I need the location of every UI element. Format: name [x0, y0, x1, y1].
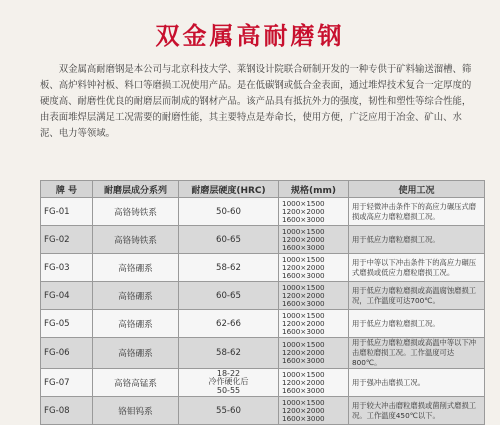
- size-line: 1200×2000: [282, 348, 325, 357]
- condition-cell: 用于强冲击磨损工况。: [349, 369, 485, 397]
- size-cell: [279, 282, 349, 310]
- header-size: 规格(mm): [279, 181, 349, 198]
- series-cell: 高铬铸铁系: [93, 198, 179, 226]
- size-cell: [279, 338, 349, 369]
- series-cell: 高铬硼系: [93, 254, 179, 282]
- header-grade: 牌 号: [41, 181, 93, 198]
- hardness-cell: 55-60: [179, 397, 279, 425]
- table-row: [41, 310, 485, 338]
- grade-cell: FG-06: [41, 338, 93, 369]
- size-line: 1200×2000: [282, 290, 325, 300]
- hardness-line: 冷作硬化后: [208, 377, 249, 387]
- size-line: 1000×1500: [282, 397, 325, 407]
- size-cell: [279, 226, 349, 254]
- size-line: 1200×2000: [282, 377, 325, 387]
- grade-cell: FG-02: [41, 226, 93, 254]
- series-cell: 高铬硼系: [93, 282, 179, 310]
- size-line: 1000×1500: [282, 254, 325, 264]
- size-line: 1200×2000: [282, 405, 325, 415]
- condition-cell: 用于中等以下冲击条件下的高应力碾压式磨损或低应力磨粒磨损工况。: [349, 254, 485, 282]
- size-line: 1200×2000: [282, 206, 325, 216]
- grade-cell: FG-03: [41, 254, 93, 282]
- table-row: [41, 254, 485, 282]
- hardness-cell: 50-60: [179, 198, 279, 226]
- size-cell: [279, 369, 349, 397]
- page-title: 双金属高耐磨钢: [155, 21, 345, 50]
- size-line: 1000×1500: [282, 226, 325, 236]
- hardness-cell: 60-65: [179, 282, 279, 310]
- size-line: 1600×3000: [282, 270, 325, 280]
- hardness-cell: 62-66: [179, 310, 279, 338]
- table-row: [41, 369, 485, 397]
- size-line: 1200×2000: [282, 234, 325, 244]
- grade-cell: FG-07: [41, 369, 93, 397]
- size-line: 1200×2000: [282, 262, 325, 272]
- hardness-line: 50-55: [216, 385, 241, 395]
- size-line: 1000×1500: [282, 282, 325, 292]
- size-line: 1000×1500: [282, 310, 325, 320]
- size-line: 1600×3000: [282, 356, 325, 365]
- hardness-line: 18-22: [216, 368, 241, 378]
- grade-cell: FG-04: [41, 282, 93, 310]
- table-row: [41, 397, 485, 425]
- condition-cell: 用于低应力磨粒磨损工况。: [349, 226, 485, 254]
- header-condition: 使用工况: [349, 181, 485, 198]
- intro-paragraph: 双金属高耐磨钢是本公司与北京科技大学、莱钢设计院联合研制开发的一种专供于矿料输送溜槽、筛板、高炉料钟衬板、料口等磨损工况使用产品。是在低碳钢或低合金表面，通过堆焊技术复合一定厚度的硬度高、耐磨性优良的耐磨层而制成的钢材产品。该产品具有抵抗外力的强度，韧性和塑性等综合性能，由表面堆焊层满足工况需要的耐磨性能，其主要特点是寿命长，使用方便，广泛应用于冶金、矿山、水泥、电力等领域。: [40, 64, 472, 139]
- grade-cell: FG-05: [41, 310, 93, 338]
- size-line: 1600×3000: [282, 385, 325, 395]
- grade-cell: FG-01: [41, 198, 93, 226]
- size-line: 1000×1500: [282, 340, 325, 349]
- series-cell: 铬钼钨系: [93, 397, 179, 425]
- condition-cell: 用于低应力磨粒磨损工况。: [349, 310, 485, 338]
- series-cell: 高铬高锰系: [93, 369, 179, 397]
- hardness-cell: [179, 369, 279, 397]
- size-cell: [279, 254, 349, 282]
- size-cell: [279, 397, 349, 425]
- table-row: [41, 226, 485, 254]
- size-cell: [279, 198, 349, 226]
- condition-cell: 用于轻微冲击条件下的高应力碾压式磨损或高应力磨粒磨损工况。: [349, 198, 485, 226]
- size-line: 1200×2000: [282, 318, 325, 328]
- table-row: [41, 282, 485, 310]
- series-cell: 高铬硼系: [93, 338, 179, 369]
- series-cell: 高铬硼系: [93, 310, 179, 338]
- grade-cell: FG-08: [41, 397, 93, 425]
- condition-cell: 用于低应力磨粒磨损或高温腐蚀磨损工况，工作温度可达700℃。: [349, 282, 485, 310]
- size-line: 1600×3000: [282, 413, 325, 423]
- header-hardness: 耐磨层硬度(HRC): [179, 181, 279, 198]
- table-row: [41, 338, 485, 369]
- hardness-cell: 60-65: [179, 226, 279, 254]
- header-series: 耐磨层成分系列: [93, 181, 179, 198]
- condition-cell: 用于较大冲击磨粒磨损或菌削式磨损工况。工作温度450℃以下。: [349, 397, 485, 425]
- size-line: 1000×1500: [282, 369, 325, 379]
- size-cell: [279, 310, 349, 338]
- size-line: 1600×3000: [282, 326, 325, 336]
- size-line: 1600×3000: [282, 242, 325, 252]
- size-line: 1600×3000: [282, 298, 325, 308]
- size-line: 1000×1500: [282, 198, 325, 208]
- condition-cell: 用于低应力磨粒磨损或高温中等以下冲击磨粒磨损工况。工作温度可达800℃。: [349, 338, 485, 369]
- table-row: [41, 198, 485, 226]
- hardness-cell: 58-62: [179, 254, 279, 282]
- series-cell: 高铬铸铁系: [93, 226, 179, 254]
- size-line: 1600×3000: [282, 214, 325, 224]
- hardness-cell: 58-62: [179, 338, 279, 369]
- table-header-row: [41, 181, 485, 198]
- spec-table: [40, 180, 485, 425]
